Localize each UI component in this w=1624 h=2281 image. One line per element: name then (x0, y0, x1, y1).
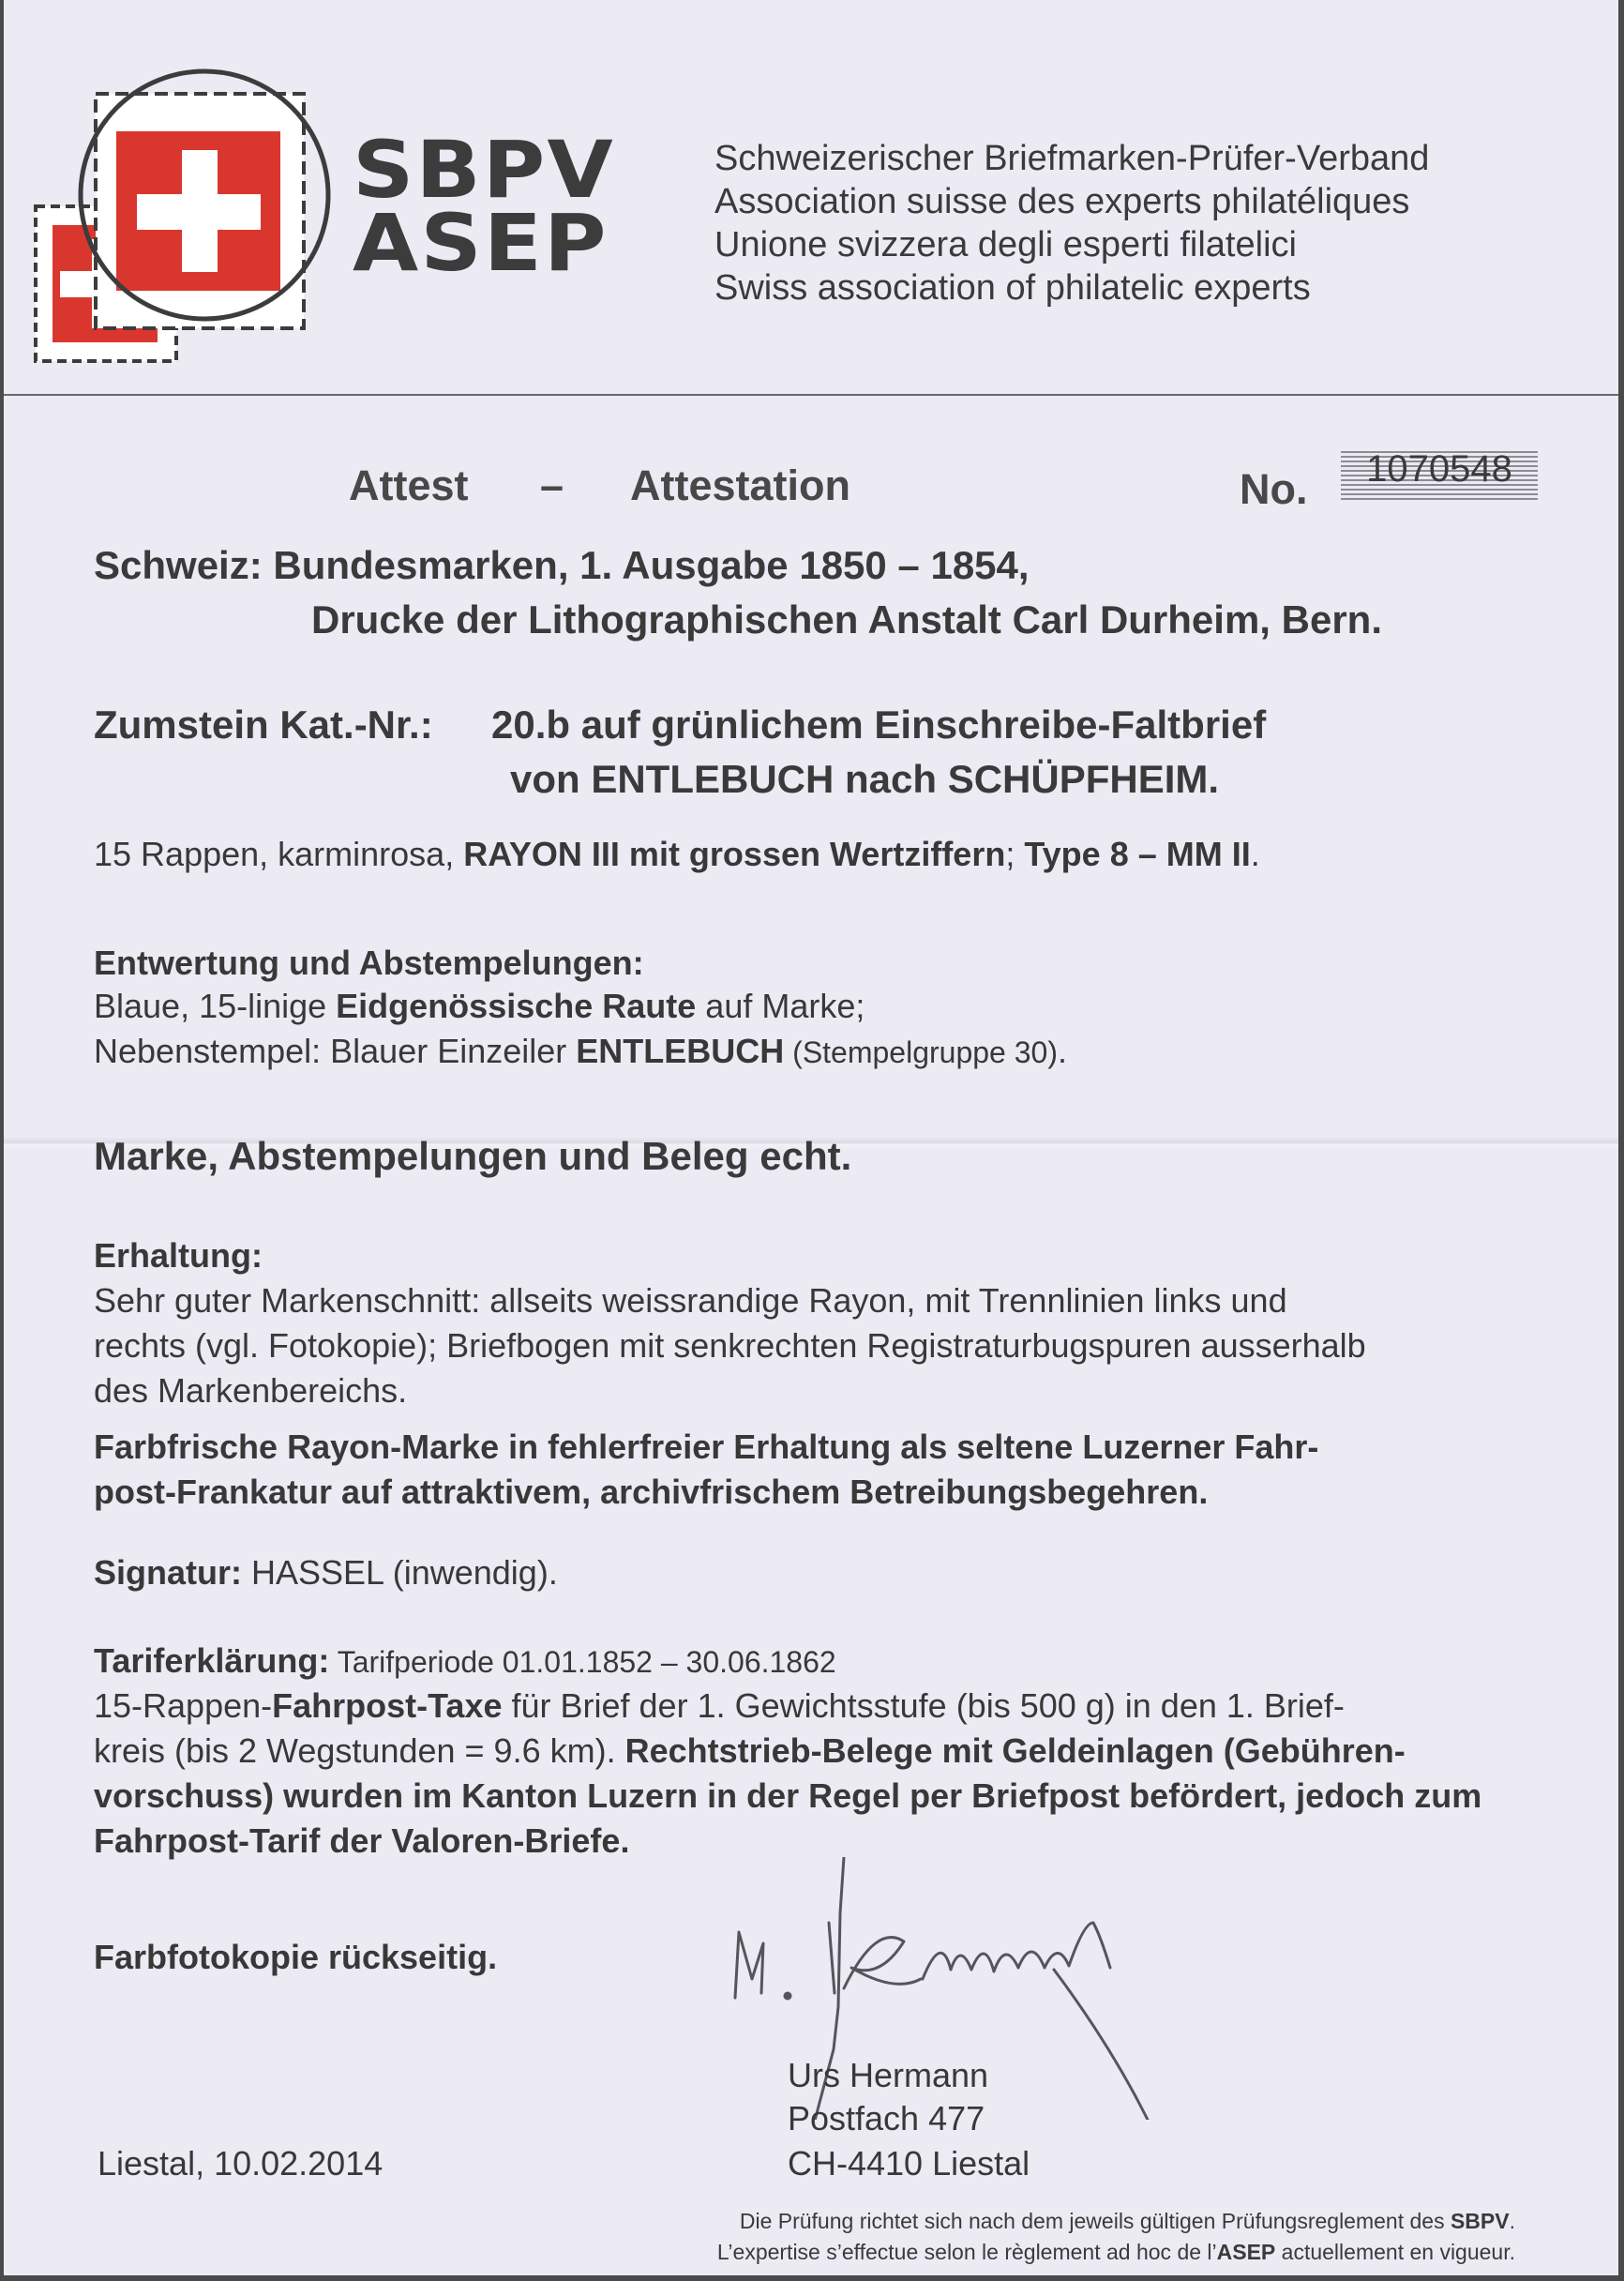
cancel-l2-bold: ENTLEBUCH (576, 1032, 785, 1070)
stamp-description (94, 833, 1260, 876)
desc-end: . (1250, 835, 1260, 873)
tariff-l3-text: kreis (bis 2 Wegstunden = 9.6 km). (94, 1731, 625, 1770)
brand-sbpv: SBPV (353, 124, 615, 216)
assoc-name-fr: Association suisse des experts philatéliques (714, 182, 1410, 221)
tariff-line4: vorschuss) wurden im Kanton Luzern in der Regel per Briefpost befördert, jedoch zum (94, 1776, 1482, 1815)
condition-summary-line: Farbfrische Rayon-Marke in fehlerfreier Erhaltung als seltene Luzerner Fahr- (94, 1428, 1319, 1466)
verdict: Marke, Abstempelungen und Beleg echt. (94, 1134, 852, 1178)
cancel-heading: Entwertung und Abstempelungen: (94, 944, 644, 982)
stamp-issue-line: Schweiz: Bundesmarken, 1. Ausgabe 1850 – 1854, (94, 543, 1030, 587)
cancel-l1-text: Blaue, 15-linige (94, 987, 337, 1025)
footer-fr-asep: ASEP (1216, 2240, 1276, 2264)
footer-de-end: . (1509, 2209, 1515, 2233)
certificate-number: 1070548 (1335, 448, 1543, 503)
tariff-l3-bold: Rechtstrieb-Belege mit Geldeinlagen (Gebühren- (624, 1731, 1406, 1770)
tariff-label: Tariferklärung: (94, 1641, 330, 1680)
footer-de-text: Die Prüfung richtet sich nach dem jeweils gültigen Prüfungsreglement des (739, 2209, 1451, 2233)
footer-fr-text: L’expertise s’effectue selon le règlement ad hoc de l’ (716, 2240, 1217, 2264)
cancel-line1 (94, 985, 865, 1028)
footer-line-fr (717, 2237, 1515, 2268)
desc-text: 15 Rappen, karminrosa, (94, 835, 464, 873)
expert-city: CH-4410 Liestal (788, 2144, 1030, 2183)
expert-name: Urs Hermann (788, 2056, 989, 2094)
footer-de-sbpv: SBPV (1450, 2209, 1510, 2233)
title-attest: Attest (349, 461, 469, 509)
condition-line: Sehr guter Markenschnitt: allseits weissrandige Rayon, mit Trennlinien links und (94, 1281, 1287, 1320)
cancel-l2-text: Nebenstempel: Blauer Einzeiler (94, 1032, 577, 1070)
expert-postbox: Postfach 477 (788, 2099, 985, 2137)
header-divider (4, 394, 1618, 396)
tariff-l2-text: 15-Rappen- (94, 1686, 273, 1725)
title-attestation: Attestation (630, 461, 850, 509)
cancel-l2-end: . (1057, 1032, 1067, 1070)
stamp-printer-line: Drucke der Lithographischen Anstalt Carl Durheim, Bern. (311, 597, 1382, 642)
desc-rayon: RAYON III mit grossen Wertziffern (463, 835, 1006, 873)
signature-label: Signatur: (94, 1553, 242, 1592)
sbpv-stamp-logo (23, 56, 341, 375)
tariff-row (94, 1639, 836, 1684)
cancel-line2 (94, 1030, 1067, 1074)
desc-sep: ; (1005, 835, 1025, 873)
assoc-name-it: Unione svizzera degli esperti filatelici (714, 225, 1297, 264)
brand-acronym (353, 124, 615, 289)
tariff-line2 (94, 1684, 1345, 1728)
association-names (714, 137, 1429, 310)
assoc-name-de: Schweizerischer Briefmarken-Prüfer-Verband (714, 139, 1430, 178)
brand-asep: ASEP (353, 197, 609, 289)
desc-type: Type 8 – MM II (1024, 835, 1251, 873)
tariff-line5: Fahrpost-Tarif der Valoren-Briefe. (94, 1821, 630, 1860)
condition-line: des Markenbereichs. (94, 1371, 408, 1410)
catalog-line2: von ENTLEBUCH nach SCHÜPFHEIM. (510, 757, 1220, 801)
signature-value: HASSEL (inwendig). (242, 1553, 558, 1592)
tariff-l2-post: für Brief der 1. Gewichtsstufe (bis 500 g) in den 1. Brief- (502, 1686, 1345, 1725)
title-dash: – (540, 461, 564, 509)
catalog-line1: 20.b auf grünlichem Einschreibe-Faltbrief (491, 702, 1267, 747)
catalog-label: Zumstein Kat.-Nr.: (94, 702, 433, 747)
cancel-l2-group: (Stempelgruppe 30) (784, 1035, 1058, 1069)
tariff-line3 (94, 1730, 1406, 1773)
footer-line-de (717, 2206, 1515, 2237)
condition-heading: Erhaltung: (94, 1236, 263, 1275)
assoc-name-en: Swiss association of philatelic experts (714, 268, 1311, 308)
footer-regulations (717, 2206, 1515, 2268)
signature-row (94, 1551, 558, 1594)
cancel-l1-bold: Eidgenössische Raute (336, 987, 697, 1025)
tariff-period: Tarifperiode 01.01.1852 – 30.06.1862 (329, 1645, 836, 1679)
cancel-l1-post: auf Marke; (696, 987, 865, 1025)
certificate-sheet (4, 0, 1618, 2275)
footer-fr-end: actuellement en vigueur. (1275, 2240, 1515, 2264)
condition-line: rechts (vgl. Fotokopie); Briefbogen mit senkrechten Registraturbugspuren ausserhalb (94, 1326, 1366, 1365)
photocopy-note: Farbfotokopie rückseitig. (94, 1938, 498, 1976)
cert-no-label: No. (1240, 465, 1308, 513)
condition-summary-line: post-Frankatur auf attraktivem, archivfrischem Betreibungsbegehren. (94, 1473, 1209, 1511)
tariff-l2-bold: Fahrpost-Taxe (272, 1686, 503, 1725)
place-date: Liestal, 10.02.2014 (98, 2144, 383, 2183)
